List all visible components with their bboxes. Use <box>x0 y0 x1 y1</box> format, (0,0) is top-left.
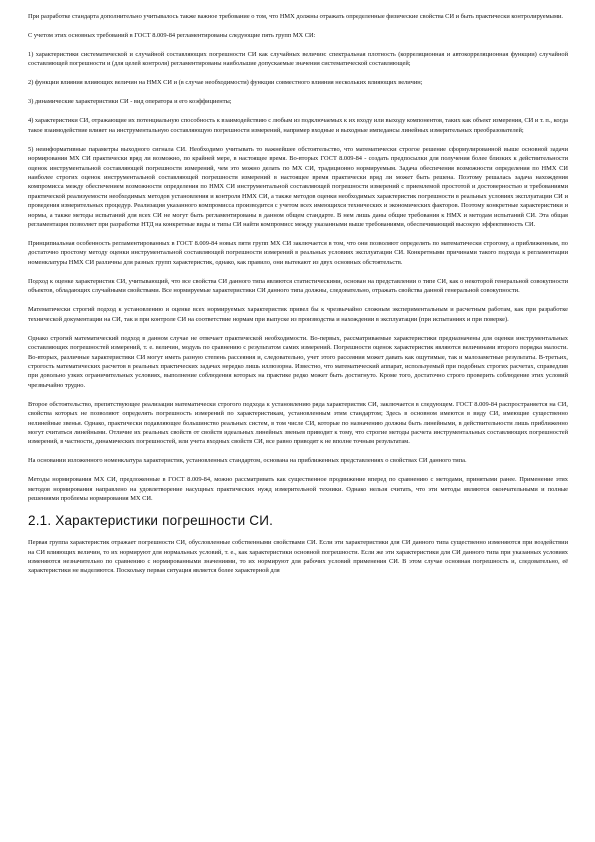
paragraph: На основании изложенного номенклатура характеристик, установленных стандартом, основана на приближенных представлениях о свойствах СИ данного типа. <box>28 457 467 465</box>
paragraph: С учетом этих основных требований в ГОСТ 8.009-84 регламентированы следующие пять групп МХ СИ: <box>28 32 316 39</box>
section-heading: 2.1. Характеристики погрешности СИ. <box>28 513 274 529</box>
paragraph: Первая группа характеристик отражает погрешности СИ, обусловленные собственными свойствами СИ. Если эти характеристики для СИ данного типа существенно изменяются при воздействии на СИ влияющих величин, то их нормируют для нормальных условий, т. е., как характеристики основной погрешности. Если же эти характеристики для СИ данного типа при указанных условиях изменяются незначительно по сравнению с нормированными значениями, то их нормируют для рабочих условий применения СИ. В этом случае основная погрешность и, следовательно, её характеристики не выделяются. Поскольку первая ситуация является более характерной для <box>28 539 568 575</box>
paragraph: При разработке стандарта дополнительно учитывалось также важное требование о том, что НМХ должны отражать определенные физические свойства СИ и быть практически контролируемыми. <box>28 13 564 20</box>
list-item: 5) неинформативные параметры выходного сигнала СИ. Необходимо учитывать то важнейшее обстоятельство, что математически строгое решение сформулированной выше основной задачи нормирования МХ СИ практически вряд ли возможно, по крайней мере, в настоящее время. Во-вторых ГОСТ 8.009-84 - создать предпосылки для получения более близких к действительности оценок инструментальной составляющей погрешности измерений, чем это можно делать по МХ СИ, традиционно нормируемым. Задача обеспечения возможности определения по НМХ СИ наиболее строгих оценок инструментальной составляющей погрешности измерений в настоящее время практически вряд ли может быть решена. Поэтому решалась задача нахождения компромисса между обеспечением возможности определения по НМХ СИ инструментальной составляющей погрешности измерений с приемлемой простотой и достоверностью и требованиями практической реализуемости необходимых методов установления и контроля НМХ СИ, а также методов оценки необходимых характеристик погрешности в реальных условиях эксплуатации СИ и проведения измерительных процедур. Реализация указанного компромисса производится с учетом всех имеющихся технических и экономических факторов. Поэтому конкретные характеристики и нормы, а также методы испытаний для всех СИ не могут быть регламентированы в данном общем стандарте. В нем лишь даны общие требования к НМХ и методам испытаний СИ. Эта общая регламентация позволяет при разработке НТД на конкретные виды и типы СИ найти компромисс между указанными выше требованиями, обеспечивающий высокую эффективность СИ. <box>28 145 568 229</box>
paragraph: Математически строгий подход к установлению и оценке всех нормируемых характеристик привел бы к чрезвычайно сложным экспериментальным и расчетным работам, как при разработке технической документации на СИ, так и при контроле СИ на соответствие нормам при выпуске из производства и нахождении в эксплуатации (при испытаниях и при поверке). <box>28 306 568 323</box>
list-item: 2) функции влияния влияющих величин на НМХ СИ и (в случае необходимости) функции совместного влияния нескольких влияющих величин; <box>28 79 423 87</box>
paragraph: Подход к оценке характеристик СИ, учитывающий, что все свойства СИ данного типа являются статистическими, основан на представлении о типе СИ, как о некоторой генеральной совокупности объектов, обладающих случайными свойствами. Все нормируемые характеристики СИ данного типа должны, следовательно, отражать свойства данной генеральной совокупности. <box>28 277 568 295</box>
paragraph: Второе обстоятельство, препятствующее реализации математически строгого подхода к установлению ряда характеристик СИ, заключается в следующем. ГОСТ 8.009-84 распространяется на СИ, свойства которых не позволяют определять погрешность измерений по характеристикам, установленным этим стандартом; Здесь в основном имеются в виду СИ, имеющие существенно нелинейные звенья. Однако, практически подавляющее большинство реальных систем, в том числе СИ, которые по назначению должны быть линейными, в действительности лишь приближенно могут считаться линейными. Отличие их реальных свойств от свойств идеальных линейных звеньев приводит к тому, что строгие методы расчета инструментальных составляющих погрешностей измерений, в частности, динамических погрешностей, или учета входных свойств СИ, все равно приводят к не вполне точным результатам. <box>28 400 568 446</box>
list-item: 4) характеристики СИ, отражающие их потенциальную способность к взаимодействию с любым из подключаемых к их входу или выходу компонентов, таких как объект измерения, СИ и т. п., когда такое взаимодействие влияет на инструментальную составляющую погрешности измерений, например входные и выходные импедансы линейных измерительных преобразователей; <box>28 117 568 134</box>
list-item: 1) характеристики систематической и случайной составляющих погрешности СИ как случайных величин: спектральная плотность (корреляционная и автокорреляционная функции) случайной составляющей погрешности и (для целей контроля) регламентированы наибольшие допускаемые значения систематической составляющей; <box>28 51 568 68</box>
document-page <box>28 12 568 585</box>
list-item: 3) динамические характеристики СИ - вид оператора и его коэффициенты; <box>28 98 232 106</box>
paragraph: Однако строгий математический подход в данном случае не отвечает практической необходимости. Во-первых, рассматриваемые характеристики предназначены для оценки инструментальных составляющих погрешностей измерений, т. е. величин, модуль по сравнению с результатом самих измерений. Погрешности оценок характеристик являются величинами второго порядка малости. Во-вторых, различные характеристики СИ могут иметь разную степень рассеяния и, следовательно, учет этого рассеяния может давать как ощутимые, так и малозаметные результаты. В-третьих, строгость математических расчетов в реальных практических задачах нередко лишь иллюзорна. Известно, что математический аппарат, используемый при подобных строгих расчетах, справедлив при довольно узких ограничительных условиях, выполнение соблюдения которых на практике редко может быть достигнуто. Кроме того, достаточно строго проверить соблюдение этих условий чрезвычайно трудно. <box>28 334 568 389</box>
paragraph: Принципиальная особенность регламентированных в ГОСТ 8.009-84 новых пяти групп МХ СИ заключается в том, что они позволяют определять по математически строгому, а приближенным, по достаточно простому методу оценки инструментальной составляющей погрешности измерений в реальных условиях эксплуатации СИ. Конкретными причинами такого подхода к регламентации номенклатуры НМХ СИ различны для разных групп характеристик, однако, как правило, они вытекают из двух основных обстоятельств. <box>28 240 568 266</box>
paragraph: Методы нормирования МХ СИ, предложенные в ГОСТ 8.009-84, можно рассматривать как существенное продвижение вперед по сравнению с методами, принятыми ранее. Применение этих методов нормирования направлено на удовлетворение насущных практических нужд измерительной техники. Однако нельзя считать, что эти методы являются окончательными и полные решениями проблемы нормирования МХ СИ. <box>28 476 568 503</box>
